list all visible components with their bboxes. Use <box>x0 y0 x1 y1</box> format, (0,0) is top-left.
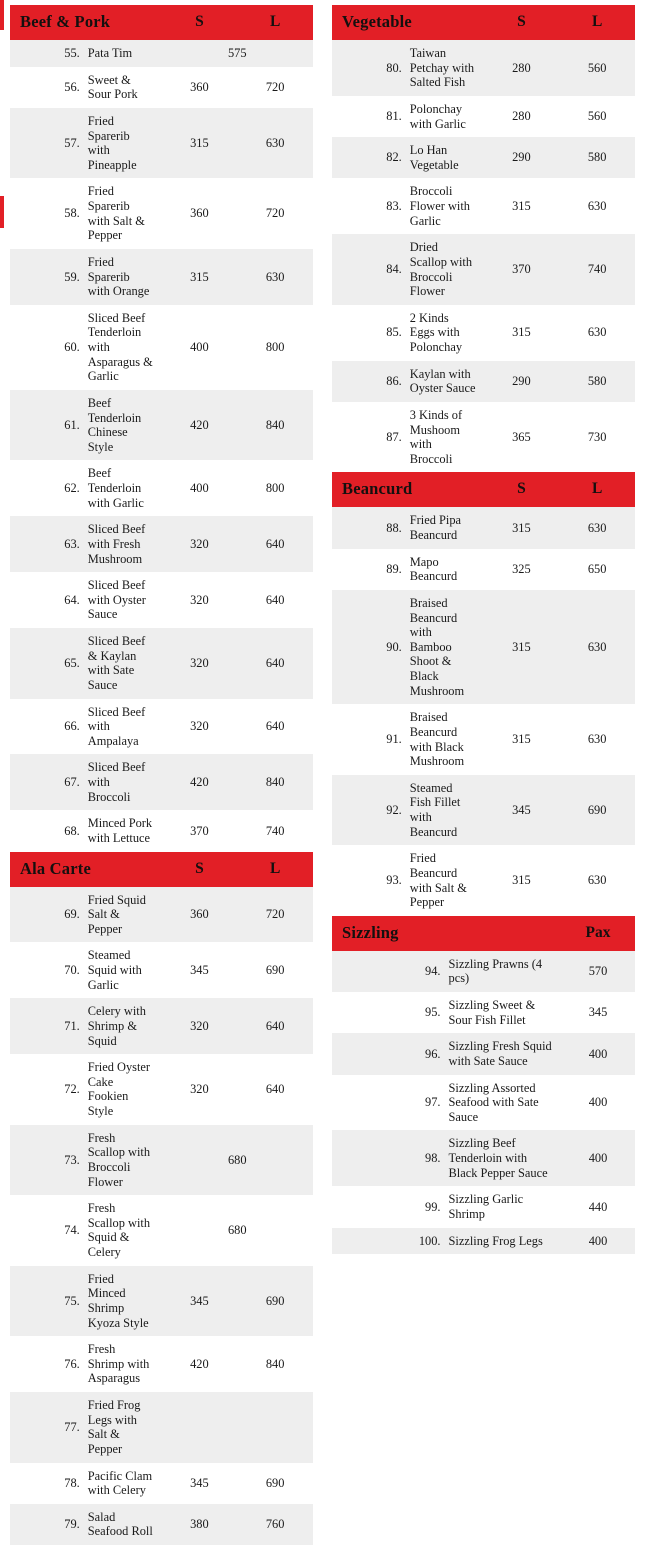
item-number: 76. <box>10 1336 86 1392</box>
menu-item-row <box>10 699 313 755</box>
item-number: 66. <box>10 699 86 755</box>
section-header <box>10 5 313 40</box>
item-name: Fried Sparerib with Pineapple <box>86 108 162 179</box>
item-price-large: 650 <box>559 549 635 590</box>
price-column-header-l: L <box>559 472 635 507</box>
item-price-small: 345 <box>484 775 560 846</box>
item-number: 84. <box>332 234 408 305</box>
item-name: 3 Kinds of Mushoom with Broccoli <box>408 402 484 473</box>
item-number: 58. <box>10 178 86 249</box>
item-price-small: 380 <box>162 1504 238 1545</box>
menu-item-row <box>10 460 313 516</box>
item-number: 100. <box>332 1228 447 1255</box>
item-name: Steamed Fish Fillet with Beancurd <box>408 775 484 846</box>
item-number: 55. <box>10 40 86 67</box>
item-number: 78. <box>10 1463 86 1504</box>
item-name: Fried Oyster Cake Fookien Style <box>86 1054 162 1125</box>
item-price-large: 630 <box>559 178 635 234</box>
item-price-large: 560 <box>559 40 635 96</box>
item-price-large: 720 <box>237 887 313 943</box>
menu-item-row <box>332 137 635 178</box>
item-number: 74. <box>10 1195 86 1266</box>
menu-item-row <box>332 40 635 96</box>
section-table <box>332 5 635 472</box>
item-price-small: 320 <box>162 998 238 1054</box>
item-price-small: 290 <box>484 137 560 178</box>
item-name: Sizzling Assorted Seafood with Sate Sauce <box>447 1075 562 1131</box>
item-name: Sizzling Sweet & Sour Fish Fillet <box>447 992 562 1033</box>
item-price-small: 370 <box>484 234 560 305</box>
item-price-small: 315 <box>484 507 560 548</box>
menu-item-row <box>10 516 313 572</box>
item-price-small: 315 <box>484 305 560 361</box>
section-header <box>10 852 313 887</box>
item-price-small: 360 <box>162 178 238 249</box>
item-price-large: 690 <box>237 1266 313 1337</box>
item-price-pax: 400 <box>561 1033 635 1074</box>
menu-item-row <box>10 1336 313 1392</box>
item-name: Fried Frog Legs with Salt & Pepper <box>86 1392 162 1463</box>
section-table <box>332 472 635 915</box>
item-price-large: 580 <box>559 361 635 402</box>
item-number: 72. <box>10 1054 86 1125</box>
item-price-large: 690 <box>237 1463 313 1504</box>
item-number: 73. <box>10 1125 86 1196</box>
item-name: Fried Pipa Beancurd <box>408 507 484 548</box>
item-price-pax: 400 <box>561 1228 635 1255</box>
menu-item-row <box>10 1504 313 1545</box>
menu-item-row <box>332 361 635 402</box>
item-price-small: 280 <box>484 40 560 96</box>
item-price-large: 630 <box>559 704 635 775</box>
item-price-small <box>162 1392 238 1463</box>
price-column-header-s: S <box>162 5 238 40</box>
item-number: 92. <box>332 775 408 846</box>
item-price-large: 580 <box>559 137 635 178</box>
price-column-header-s: S <box>484 472 560 507</box>
item-number: 98. <box>332 1130 447 1186</box>
menu-item-row <box>332 992 635 1033</box>
menu-item-row <box>10 998 313 1054</box>
item-price-large: 640 <box>237 628 313 699</box>
item-price-small: 320 <box>162 572 238 628</box>
menu-item-row <box>332 1130 635 1186</box>
section-table <box>10 852 313 1545</box>
item-price-pax: 400 <box>561 1130 635 1186</box>
item-price-large: 640 <box>237 572 313 628</box>
item-price-large: 720 <box>237 67 313 108</box>
item-number: 87. <box>332 402 408 473</box>
item-name: Fresh Scallop with Squid & Celery <box>86 1195 162 1266</box>
item-name: Fried Sparerib with Salt & Pepper <box>86 178 162 249</box>
item-number: 96. <box>332 1033 447 1074</box>
item-price-large: 640 <box>237 516 313 572</box>
item-name: Taiwan Petchay with Salted Fish <box>408 40 484 96</box>
section-header <box>332 472 635 507</box>
item-name: Sliced Beef with Ampalaya <box>86 699 162 755</box>
menu-item-row <box>332 775 635 846</box>
menu-item-row <box>332 1186 635 1227</box>
item-price-large: 800 <box>237 305 313 390</box>
item-price-large: 630 <box>559 845 635 916</box>
item-price-small: 365 <box>484 402 560 473</box>
menu-item-row <box>10 305 313 390</box>
item-name: Braised Beancurd with Bamboo Shoot & Black Mushroom <box>408 590 484 704</box>
item-price-single: 680 <box>162 1125 314 1196</box>
item-price-pax: 440 <box>561 1186 635 1227</box>
item-price-large: 560 <box>559 96 635 137</box>
menu-item-row <box>332 549 635 590</box>
item-name: Fried Sparerib with Orange <box>86 249 162 305</box>
menu-item-row <box>332 178 635 234</box>
item-price-small: 315 <box>162 249 238 305</box>
item-price-small: 320 <box>162 699 238 755</box>
menu-item-row <box>10 108 313 179</box>
item-price-large: 840 <box>237 1336 313 1392</box>
item-number: 64. <box>10 572 86 628</box>
item-price-large: 630 <box>237 249 313 305</box>
menu-item-row <box>10 1054 313 1125</box>
item-price-small: 400 <box>162 460 238 516</box>
item-number: 79. <box>10 1504 86 1545</box>
menu-item-row <box>10 572 313 628</box>
item-price-small: 345 <box>162 1266 238 1337</box>
item-price-large: 630 <box>559 305 635 361</box>
item-price-large: 740 <box>237 810 313 851</box>
left-column <box>10 5 313 674</box>
item-price-small: 315 <box>162 108 238 179</box>
menu-item-row <box>332 845 635 916</box>
menu-item-row <box>10 1125 313 1196</box>
item-price-pax: 400 <box>561 1075 635 1131</box>
item-price-large: 720 <box>237 178 313 249</box>
item-price-pax: 345 <box>561 992 635 1033</box>
item-number: 75. <box>10 1266 86 1337</box>
menu-item-row <box>10 40 313 67</box>
item-name: Fried Squid Salt & Pepper <box>86 887 162 943</box>
item-name: Minced Pork with Lettuce <box>86 810 162 851</box>
item-price-small: 420 <box>162 390 238 461</box>
item-price-small: 345 <box>162 942 238 998</box>
item-name: Sliced Beef with Oyster Sauce <box>86 572 162 628</box>
price-column-header-l: L <box>237 852 313 887</box>
menu-item-row <box>10 178 313 249</box>
item-number: 56. <box>10 67 86 108</box>
menu-item-row <box>10 628 313 699</box>
item-price-single: 575 <box>162 40 314 67</box>
item-name: Celery with Shrimp & Squid <box>86 998 162 1054</box>
item-number: 70. <box>10 942 86 998</box>
menu-item-row <box>10 887 313 943</box>
item-price-large: 690 <box>237 942 313 998</box>
item-name: Sizzling Garlic Shrimp <box>447 1186 562 1227</box>
item-price-large: 840 <box>237 390 313 461</box>
menu-item-row <box>332 590 635 704</box>
section-title: Beancurd <box>332 472 484 507</box>
menu-item-row <box>332 96 635 137</box>
item-price-single: 680 <box>162 1195 314 1266</box>
item-number: 85. <box>332 305 408 361</box>
menu-item-row <box>332 1075 635 1131</box>
section-title: Beef & Pork <box>10 5 162 40</box>
item-price-small: 360 <box>162 887 238 943</box>
item-price-large: 840 <box>237 754 313 810</box>
item-name: Sweet & Sour Pork <box>86 67 162 108</box>
item-price-small: 325 <box>484 549 560 590</box>
item-number: 71. <box>10 998 86 1054</box>
item-number: 97. <box>332 1075 447 1131</box>
item-number: 90. <box>332 590 408 704</box>
item-price-small: 420 <box>162 754 238 810</box>
menu-item-row <box>10 390 313 461</box>
item-number: 81. <box>332 96 408 137</box>
item-name: Pacific Clam with Celery <box>86 1463 162 1504</box>
item-price-large: 690 <box>559 775 635 846</box>
section-title: Ala Carte <box>10 852 162 887</box>
menu-item-row <box>332 1228 635 1255</box>
section-header <box>332 5 635 40</box>
item-price-large: 630 <box>559 507 635 548</box>
item-number: 95. <box>332 992 447 1033</box>
section-title: Sizzling <box>332 916 561 951</box>
menu-item-row <box>332 1033 635 1074</box>
price-column-header-pax: Pax <box>561 916 635 951</box>
item-price-small: 320 <box>162 628 238 699</box>
item-name: Beef Tenderloin Chinese Style <box>86 390 162 461</box>
item-price-large: 760 <box>237 1504 313 1545</box>
menu-item-row <box>332 507 635 548</box>
menu-item-row <box>332 234 635 305</box>
item-name: Sizzling Prawns (4 pcs) <box>447 951 562 992</box>
item-number: 88. <box>332 507 408 548</box>
menu-item-row <box>10 942 313 998</box>
section-table <box>332 916 635 1254</box>
item-name: Mapo Beancurd <box>408 549 484 590</box>
item-price-large: 730 <box>559 402 635 473</box>
item-price-pax: 570 <box>561 951 635 992</box>
item-price-small: 315 <box>484 845 560 916</box>
item-number: 80. <box>332 40 408 96</box>
item-price-large <box>237 1392 313 1463</box>
item-price-large: 630 <box>559 590 635 704</box>
item-name: Sizzling Beef Tenderloin with Black Pepper Sauce <box>447 1130 562 1186</box>
item-price-small: 315 <box>484 704 560 775</box>
item-price-large: 640 <box>237 998 313 1054</box>
price-column-header-l: L <box>559 5 635 40</box>
item-price-small: 370 <box>162 810 238 851</box>
item-name: Fried Beancurd with Salt & Pepper <box>408 845 484 916</box>
item-name: Fresh Shrimp with Asparagus <box>86 1336 162 1392</box>
item-price-small: 315 <box>484 178 560 234</box>
item-name: Salad Seafood Roll <box>86 1504 162 1545</box>
item-price-small: 420 <box>162 1336 238 1392</box>
item-name: Dried Scallop with Broccoli Flower <box>408 234 484 305</box>
item-name: Polonchay with Garlic <box>408 96 484 137</box>
item-number: 69. <box>10 887 86 943</box>
item-price-large: 640 <box>237 1054 313 1125</box>
item-number: 94. <box>332 951 447 992</box>
item-name: Braised Beancurd with Black Mushroom <box>408 704 484 775</box>
item-name: Kaylan with Oyster Sauce <box>408 361 484 402</box>
item-price-large: 630 <box>237 108 313 179</box>
item-price-small: 320 <box>162 516 238 572</box>
item-name: Broccoli Flower with Garlic <box>408 178 484 234</box>
price-column-header-l: L <box>237 5 313 40</box>
section-title: Vegetable <box>332 5 484 40</box>
item-name: Sliced Beef & Kaylan with Sate Sauce <box>86 628 162 699</box>
item-price-small: 315 <box>484 590 560 704</box>
item-number: 57. <box>10 108 86 179</box>
item-name: Sizzling Fresh Squid with Sate Sauce <box>447 1033 562 1074</box>
item-price-large: 740 <box>559 234 635 305</box>
menu-item-row <box>332 402 635 473</box>
menu-item-row <box>10 67 313 108</box>
item-price-large: 800 <box>237 460 313 516</box>
item-price-large: 640 <box>237 699 313 755</box>
item-number: 60. <box>10 305 86 390</box>
item-name: Sliced Beef with Broccoli <box>86 754 162 810</box>
item-number: 93. <box>332 845 408 916</box>
item-number: 61. <box>10 390 86 461</box>
item-number: 68. <box>10 810 86 851</box>
item-name: Pata Tim <box>86 40 162 67</box>
item-name: Fried Minced Shrimp Kyoza Style <box>86 1266 162 1337</box>
right-column <box>332 5 635 674</box>
item-name: Sizzling Frog Legs <box>447 1228 562 1255</box>
item-name: 2 Kinds Eggs with Polonchay <box>408 305 484 361</box>
menu-item-row <box>332 704 635 775</box>
item-price-small: 345 <box>162 1463 238 1504</box>
item-number: 91. <box>332 704 408 775</box>
item-number: 59. <box>10 249 86 305</box>
price-column-header-s: S <box>162 852 238 887</box>
menu-item-row <box>10 1392 313 1463</box>
item-name: Sliced Beef with Fresh Mushroom <box>86 516 162 572</box>
menu-item-row <box>332 305 635 361</box>
item-name: Fresh Scallop with Broccoli Flower <box>86 1125 162 1196</box>
menu-item-row <box>332 951 635 992</box>
menu-item-row <box>10 1266 313 1337</box>
menu-item-row <box>10 810 313 851</box>
item-number: 86. <box>332 361 408 402</box>
section-table <box>10 5 313 852</box>
item-name: Lo Han Vegetable <box>408 137 484 178</box>
item-number: 63. <box>10 516 86 572</box>
item-number: 67. <box>10 754 86 810</box>
item-number: 83. <box>332 178 408 234</box>
item-price-small: 320 <box>162 1054 238 1125</box>
item-price-small: 400 <box>162 305 238 390</box>
price-column-header-s: S <box>484 5 560 40</box>
item-number: 65. <box>10 628 86 699</box>
menu-item-row <box>10 1195 313 1266</box>
item-number: 82. <box>332 137 408 178</box>
item-name: Beef Tenderloin with Garlic <box>86 460 162 516</box>
item-name: Steamed Squid with Garlic <box>86 942 162 998</box>
item-price-small: 290 <box>484 361 560 402</box>
section-header <box>332 916 635 951</box>
menu-page <box>0 0 650 674</box>
item-number: 62. <box>10 460 86 516</box>
item-number: 99. <box>332 1186 447 1227</box>
menu-item-row <box>10 249 313 305</box>
item-price-small: 360 <box>162 67 238 108</box>
item-number: 77. <box>10 1392 86 1463</box>
item-name: Sliced Beef Tenderloin with Asparagus & Garlic <box>86 305 162 390</box>
menu-item-row <box>10 1463 313 1504</box>
item-number: 89. <box>332 549 408 590</box>
menu-item-row <box>10 754 313 810</box>
item-price-small: 280 <box>484 96 560 137</box>
